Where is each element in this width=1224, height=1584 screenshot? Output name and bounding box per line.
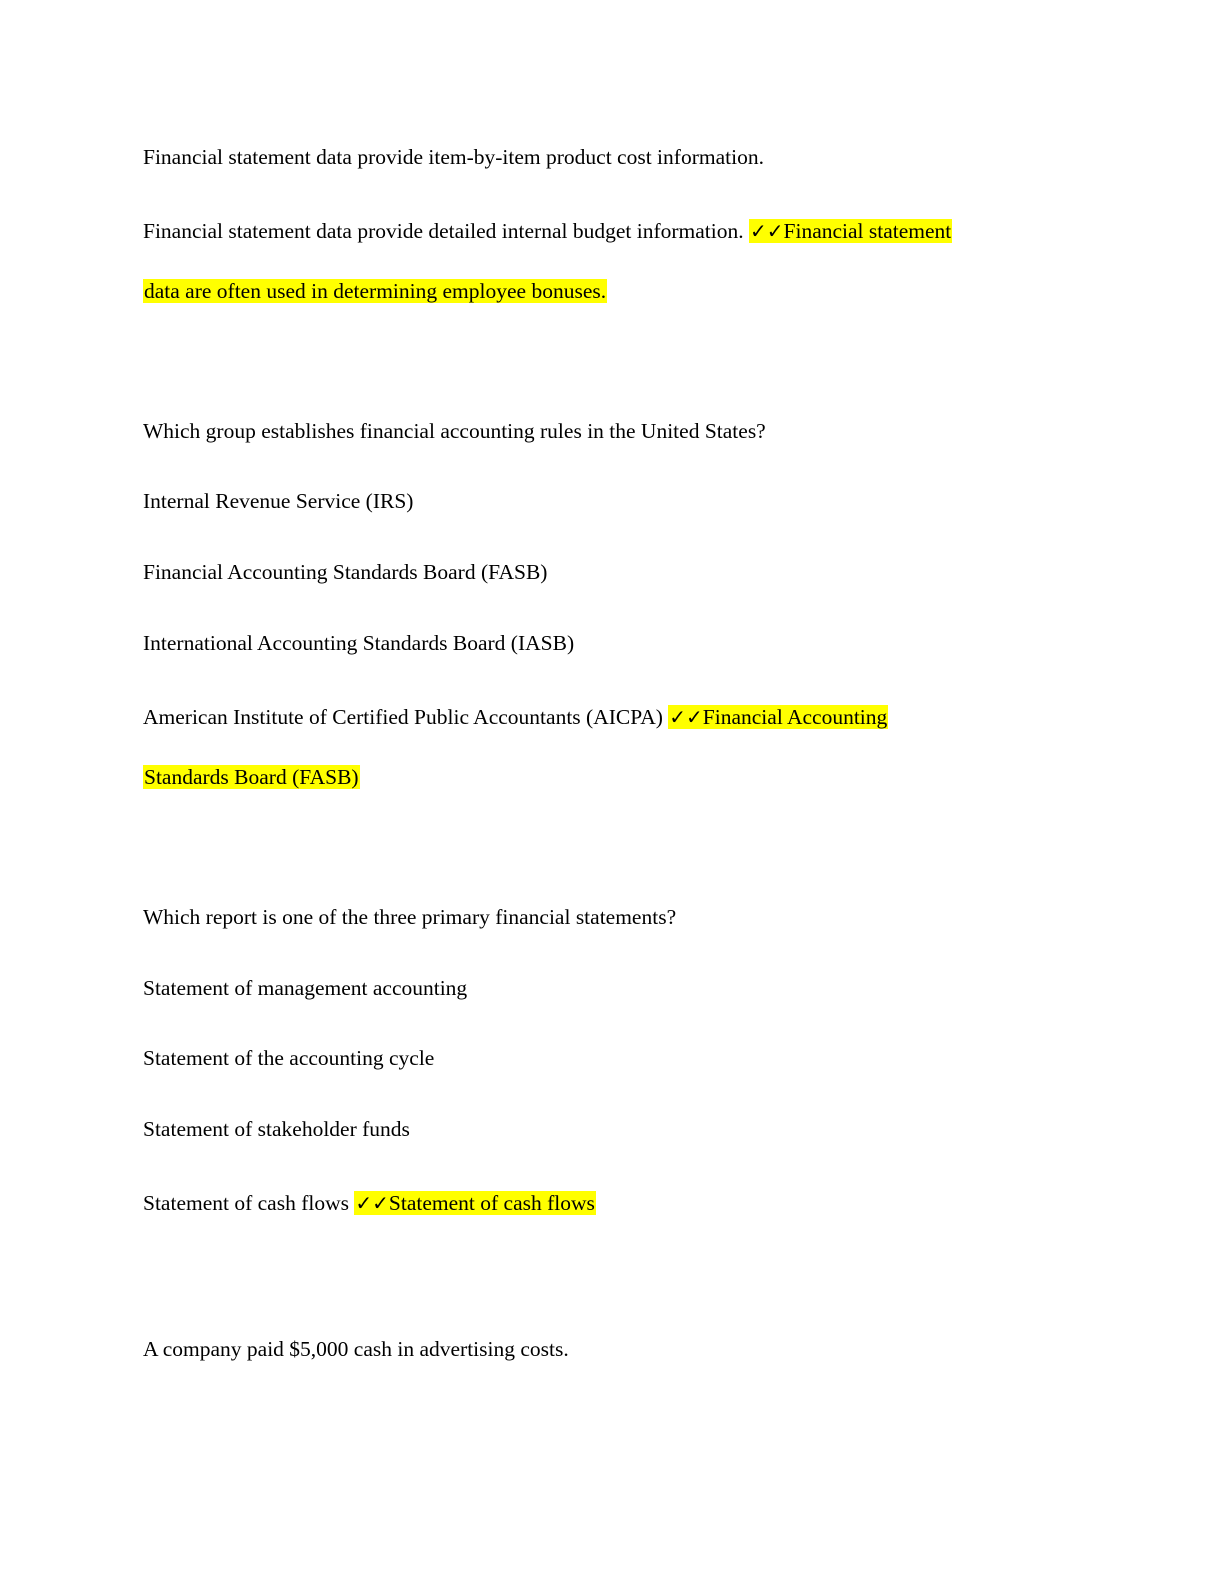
q2-option-c-text: International Accounting Standards Board (IASB) [143,631,575,655]
q3-option-d-text: Statement of cash flows [143,1191,349,1215]
q2-option-d [143,701,888,733]
double-check-icon: ✓✓ [750,219,784,243]
q3-answer-text: Statement of cash flows [388,1191,595,1215]
q2-question-text: Which group establishes financial accounting rules in the United States? [143,419,766,443]
q1-answer-line1: Financial statement [783,219,952,243]
q1-option-d [143,215,952,247]
q2-answer-line1: Financial Accounting [702,705,888,729]
q2-option-b [143,556,547,588]
q3-option-b-text: Statement of the accounting cycle [143,1046,435,1070]
q2-option-a-text: Internal Revenue Service (IRS) [143,489,414,513]
q2-option-c [143,627,574,659]
q2-answer-continuation [143,761,360,793]
q1-option-d-text: Financial statement data provide detailed internal budget information. [143,219,744,243]
q2-option-b-text: Financial Accounting Standards Board (FASB) [143,560,548,584]
q1-option-c [143,141,764,173]
q1-option-c-text: Financial statement data provide item-by-item product cost information. [143,145,764,169]
q2-question [143,415,766,447]
q3-question [143,901,676,933]
q1-answer-line2: data are often used in determining employee bonuses. [144,279,607,303]
q3-option-a-text: Statement of management accounting [143,976,468,1000]
q1-answer-highlight [749,219,952,243]
double-check-icon: ✓✓ [669,705,703,729]
q4-question [143,1333,569,1365]
q3-option-d [143,1187,596,1219]
q3-option-c-text: Statement of stakeholder funds [143,1117,410,1141]
q2-answer-line2: Standards Board (FASB) [144,765,359,789]
q3-answer-highlight [354,1191,596,1215]
q3-option-b [143,1042,434,1074]
q3-question-text: Which report is one of the three primary financial statements? [143,905,677,929]
double-check-icon: ✓✓ [355,1191,389,1215]
q4-question-text: A company paid $5,000 cash in advertising costs. [143,1337,569,1361]
q1-answer-continuation [143,275,607,307]
q2-option-a [143,485,413,517]
q2-option-d-text: American Institute of Certified Public Accountants (AICPA) [143,705,663,729]
q2-answer-highlight [668,705,888,729]
q3-option-c [143,1113,410,1145]
q3-option-a [143,972,467,1004]
